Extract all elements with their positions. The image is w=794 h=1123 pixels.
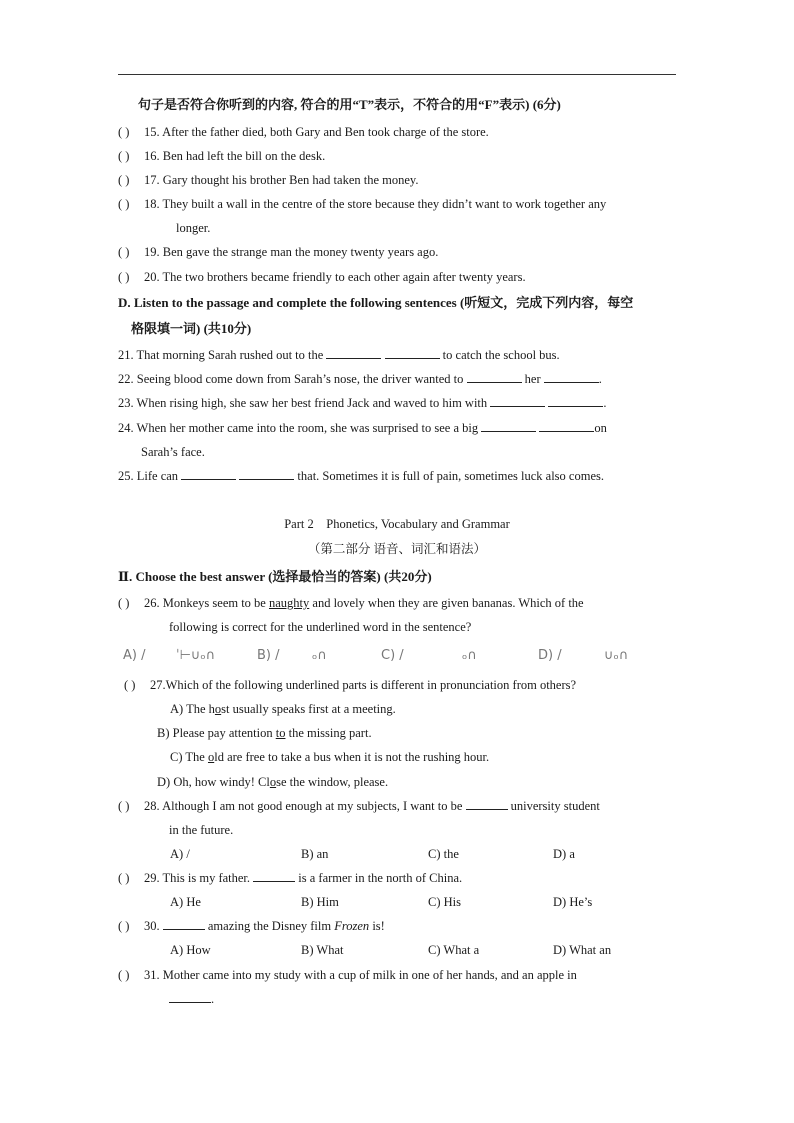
question-26-continuation: following is correct for the underlined word in the sentence? [169, 620, 472, 634]
phonetic-d: ∪ₒ∩ [604, 648, 629, 663]
question-15: ( ) 15. After the father died, both Gary and Ben took charge of the store. [118, 125, 489, 139]
question-17: ( ) 17. Gary thought his brother Ben had taken the money. [118, 173, 419, 187]
question-16: ( ) 16. Ben had left the bill on the desk. [118, 149, 326, 163]
header-rule [118, 74, 676, 75]
answer-bracket[interactable]: ( ) [118, 173, 130, 187]
q28-option-b[interactable]: B) an [301, 847, 329, 861]
question-18-continuation: longer. [176, 221, 211, 235]
section-d-heading-cont: 格限填一词) (共10分) [131, 321, 252, 336]
fill-blank[interactable] [544, 371, 599, 383]
answer-bracket[interactable]: ( ) [118, 799, 130, 813]
part-2-subtitle: （第二部分 语音、词汇和语法） [307, 542, 487, 556]
answer-bracket[interactable]: ( ) [118, 197, 130, 211]
fill-blank[interactable] [539, 420, 594, 432]
option-a[interactable]: A) / [123, 648, 146, 663]
question-18: ( ) 18. They built a wall in the centre of the store because they didn’t want to work together any [118, 197, 607, 211]
question-22: 22. Seeing blood come down from Sarah’s nose, the driver wanted to her . [118, 372, 602, 386]
q27-option-a[interactable]: A) The host usually speaks first at a meeting. [170, 702, 396, 716]
q29-option-d[interactable]: D) He’s [553, 895, 593, 909]
fill-blank[interactable] [548, 395, 603, 407]
question-26: ( ) 26. Monkeys seem to be naughty and lovely when they are given bananas. Which of the [118, 596, 584, 610]
film-title: Frozen [334, 919, 370, 933]
phonetic-c: ₒ∩ [462, 648, 477, 663]
fill-blank[interactable] [481, 420, 536, 432]
section-ii-heading: Ⅱ. Choose the best answer (选择最恰当的答案) (共20分) [118, 569, 432, 584]
option-d[interactable]: D) / [538, 648, 562, 663]
question-24-continuation: Sarah’s face. [141, 445, 205, 459]
q30-option-a[interactable]: A) How [170, 943, 211, 957]
answer-bracket[interactable]: ( ) [118, 919, 130, 933]
fill-blank[interactable] [163, 918, 205, 930]
answer-bracket[interactable]: ( ) [118, 871, 130, 885]
q29-option-b[interactable]: B) Him [301, 895, 339, 909]
question-19: ( ) 19. Ben gave the strange man the money twenty years ago. [118, 245, 439, 259]
q27-option-c[interactable]: C) The old are free to take a bus when it is not the rushing hour. [170, 750, 490, 764]
question-24: 24. When her mother came into the room, she was surprised to see a big on [118, 421, 607, 435]
fill-blank[interactable] [253, 870, 295, 882]
q29-option-c[interactable]: C) His [428, 895, 461, 909]
fill-blank[interactable] [490, 395, 545, 407]
question-30: ( ) 30. amazing the Disney film Frozen is! [118, 919, 385, 933]
answer-bracket[interactable]: ( ) [118, 245, 130, 259]
q30-option-d[interactable]: D) What an [553, 943, 612, 957]
question-27: ( ) 27.Which of the following underlined parts is different in pronunciation from others? [124, 678, 577, 692]
q28-option-a[interactable]: A) / [170, 847, 190, 861]
answer-bracket[interactable]: ( ) [124, 678, 136, 692]
q30-option-b[interactable]: B) What [301, 943, 344, 957]
question-20: ( ) 20. The two brothers became friendly to each other again after twenty years. [118, 270, 526, 284]
answer-bracket[interactable]: ( ) [118, 149, 130, 163]
question-28-continuation: in the future. [169, 823, 234, 837]
fill-blank[interactable] [181, 468, 236, 480]
option-c[interactable]: C) / [381, 648, 404, 663]
q29-option-a[interactable]: A) He [170, 895, 201, 909]
q27-option-b[interactable]: B) Please pay attention to the missing part. [157, 726, 372, 740]
underlined-word: naughty [268, 596, 310, 610]
q28-option-d[interactable]: D) a [553, 847, 575, 861]
fill-blank[interactable] [385, 347, 440, 359]
question-31: ( ) 31. Mother came into my study with a cup of milk in one of her hands, and an apple in [118, 968, 577, 982]
fill-blank[interactable] [169, 991, 211, 1003]
answer-bracket[interactable]: ( ) [118, 125, 130, 139]
question-31-continuation: . [169, 991, 214, 1007]
answer-bracket[interactable]: ( ) [118, 968, 130, 982]
q28-option-c[interactable]: C) the [428, 847, 459, 861]
option-b[interactable]: B) / [257, 648, 280, 663]
fill-blank[interactable] [466, 798, 508, 810]
section-c-instruction: 句子是否符合你听到的内容, 符合的用“T”表示，不符合的用“F”表示) (6分) [138, 97, 561, 112]
fill-blank[interactable] [326, 347, 381, 359]
part-2-title: Part 2 Phonetics, Vocabulary and Grammar [284, 517, 510, 531]
fill-blank[interactable] [467, 371, 522, 383]
section-d-heading: D. Listen to the passage and complete the following sentences (听短文，完成下列内容，每空 [118, 295, 634, 310]
question-21: 21. That morning Sarah rushed out to the to catch the school bus. [118, 348, 560, 362]
question-29: ( ) 29. This is my father. is a farmer in the north of China. [118, 871, 463, 885]
q30-option-c[interactable]: C) What a [428, 943, 480, 957]
q27-option-d[interactable]: D) Oh, how windy! Close the window, please. [157, 775, 389, 789]
question-28: ( ) 28. Although I am not good enough at my subjects, I want to be university student [118, 799, 600, 813]
answer-bracket[interactable]: ( ) [118, 270, 130, 284]
fill-blank[interactable] [239, 468, 294, 480]
question-23: 23. When rising high, she saw her best friend Jack and waved to him with . [118, 396, 607, 410]
question-25: 25. Life can that. Sometimes it is full of pain, sometimes luck also comes. [118, 469, 604, 483]
answer-bracket[interactable]: ( ) [118, 596, 130, 610]
phonetic-a: ˈ⊢∪ₒ∩ [176, 648, 216, 663]
phonetic-b: ₒ∩ [312, 648, 327, 663]
